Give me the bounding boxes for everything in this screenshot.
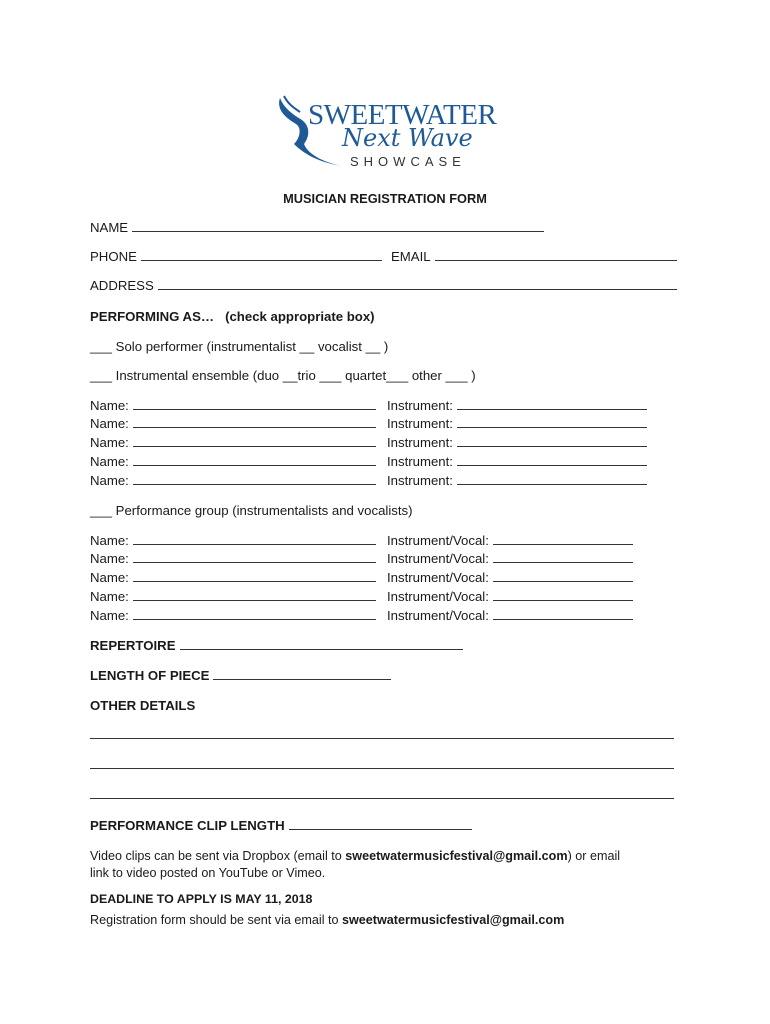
ensemble-instrument-input-line[interactable] [457,473,647,485]
group-instrument-vocal-input-line[interactable] [493,608,633,620]
ensemble-instrument-row [387,473,647,489]
other-details-input-line[interactable] [90,787,674,799]
ensemble-instrument-row [387,416,647,432]
ensemble-name-input-line[interactable] [133,435,376,447]
video-email-link[interactable]: sweetwatermusicfestival@gmail.com [345,849,568,863]
performing-as-heading [90,309,375,325]
other-details-line-3 [90,787,674,803]
group-name-input-line[interactable] [133,608,376,620]
ensemble-name-input-line[interactable] [133,398,376,410]
performance-group-option[interactable]: ___ Performance group (instrumentalists and vocalists) [90,503,413,518]
send-instructions [90,912,564,928]
ensemble-name-input-line[interactable] [133,454,376,466]
group-name-label: Name: [90,570,129,585]
instrumental-ensemble-option[interactable]: ___ Instrumental ensemble (duo __trio ___ quartet___ other ___ ) [90,368,476,383]
performing-as-label: PERFORMING AS… [90,309,215,324]
ensemble-name-row [90,398,376,414]
group-name-input-line[interactable] [133,533,376,545]
logo-word-next-wave: Next Wave [342,124,473,152]
address-label: ADDRESS [90,278,154,293]
ensemble-name-input-line[interactable] [133,473,376,485]
group-instrument-vocal-input-line[interactable] [493,551,633,563]
repertoire-label: REPERTOIRE [90,638,176,653]
logo-word-showcase: SHOWCASE [350,154,466,169]
group-name-input-line[interactable] [133,570,376,582]
other-details-input-line[interactable] [90,757,674,769]
form-title: MUSICIAN REGISTRATION FORM [283,191,487,206]
logo-word-sweetwater: SWEETWATER [308,99,497,131]
other-details-line-2 [90,757,674,773]
ensemble-instrument-label: Instrument: [387,416,453,431]
group-instrument-vocal-row [387,570,633,586]
address-input-line[interactable] [158,278,677,290]
video-instructions-line-1 [90,848,620,864]
group-instrument-vocal-row [387,551,633,567]
email-field-row [391,249,677,265]
repertoire-input-line[interactable] [180,638,463,650]
group-instrument-vocal-label: Instrument/Vocal: [387,551,489,566]
group-name-label: Name: [90,533,129,548]
ensemble-instrument-input-line[interactable] [457,398,647,410]
solo-performer-option[interactable]: ___ Solo performer (instrumentalist __ vocalist __ ) [90,339,389,354]
ensemble-name-label: Name: [90,454,129,469]
ensemble-instrument-row [387,435,647,451]
ensemble-name-label: Name: [90,398,129,413]
length-of-piece-input-line[interactable] [213,668,391,680]
ensemble-name-label: Name: [90,473,129,488]
group-name-label: Name: [90,608,129,623]
send-email-link[interactable]: sweetwatermusicfestival@gmail.com [342,913,565,927]
group-instrument-vocal-row [387,608,633,624]
group-instrument-vocal-label: Instrument/Vocal: [387,589,489,604]
group-instrument-vocal-label: Instrument/Vocal: [387,570,489,585]
deadline-notice: DEADLINE TO APPLY IS MAY 11, 2018 [90,892,313,906]
other-details-line-1 [90,727,674,743]
ensemble-instrument-input-line[interactable] [457,416,647,428]
group-name-input-line[interactable] [133,589,376,601]
group-name-row [90,551,376,567]
ensemble-instrument-row [387,398,647,414]
name-label: NAME [90,220,129,235]
group-instrument-vocal-row [387,533,633,549]
group-instrument-vocal-row [387,589,633,605]
clip-length-input-line[interactable] [289,818,472,830]
ensemble-instrument-label: Instrument: [387,454,453,469]
other-details-label: OTHER DETAILS [90,698,196,713]
group-instrument-vocal-input-line[interactable] [493,533,633,545]
repertoire-row [90,638,463,654]
ensemble-name-row [90,454,376,470]
email-input-line[interactable] [435,249,677,261]
group-name-row [90,570,376,586]
ensemble-instrument-label: Instrument: [387,473,453,488]
phone-label: PHONE [90,249,137,264]
ensemble-instrument-label: Instrument: [387,435,453,450]
group-name-row [90,608,376,624]
length-of-piece-row [90,668,391,684]
performing-as-instruction: (check appropriate box) [225,309,375,324]
ensemble-name-label: Name: [90,435,129,450]
group-name-row [90,589,376,605]
other-details-input-line[interactable] [90,727,674,739]
ensemble-instrument-input-line[interactable] [457,454,647,466]
clip-length-label: PERFORMANCE CLIP LENGTH [90,818,285,833]
ensemble-name-row [90,473,376,489]
ensemble-instrument-row [387,454,647,470]
name-field-row [90,220,544,236]
video-text-pre: Video clips can be sent via Dropbox (email to [90,849,346,863]
group-name-label: Name: [90,551,129,566]
ensemble-name-row [90,435,376,451]
group-instrument-vocal-label: Instrument/Vocal: [387,608,489,623]
ensemble-instrument-input-line[interactable] [457,435,647,447]
clip-length-row [90,818,472,834]
group-name-input-line[interactable] [133,551,376,563]
group-name-label: Name: [90,589,129,604]
phone-field-row [90,249,382,265]
ensemble-name-input-line[interactable] [133,416,376,428]
email-label: EMAIL [391,249,431,264]
video-text-post: ) or email [567,849,621,863]
ensemble-name-label: Name: [90,416,129,431]
phone-input-line[interactable] [141,249,382,261]
length-of-piece-label: LENGTH OF PIECE [90,668,210,683]
send-text: Registration form should be sent via email to [90,913,342,927]
name-input-line[interactable] [132,220,544,232]
group-instrument-vocal-input-line[interactable] [493,570,633,582]
ensemble-instrument-label: Instrument: [387,398,453,413]
group-instrument-vocal-label: Instrument/Vocal: [387,533,489,548]
group-instrument-vocal-input-line[interactable] [493,589,633,601]
ensemble-name-row [90,416,376,432]
group-name-row [90,533,376,549]
address-field-row [90,278,677,294]
video-instructions-line-2: link to video posted on YouTube or Vimeo. [90,866,326,880]
sweetwater-logo [272,92,502,174]
